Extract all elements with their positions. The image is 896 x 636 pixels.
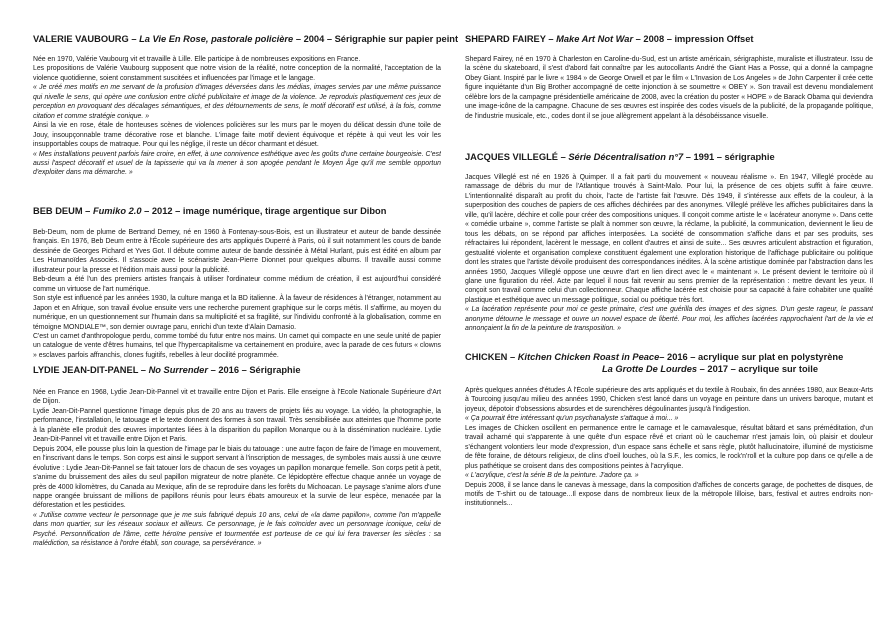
work-details: – 2004 – Sérigraphie sur papier peint	[293, 34, 459, 44]
heading-villegle: JACQUES VILLEGLÉ – Série Décentralisation n°7 – 1991 – sérigraphie	[465, 152, 775, 162]
paragraph: Après quelques années d'études À l'École supérieure des arts appliqués et du textile à Roubaix, fin des années 1980, aux Beaux-Arts à Tourcoing jusqu'au milieu des années 1990, Chicken s'est lancé dans un voyage en peinture dans un univers baroque, mutant et joyeux, dépotoir d'obsessions absurdes et de surenchères dégoulinantes jusqu'à l'indigestion.	[465, 387, 873, 413]
text-villegle	[465, 173, 873, 343]
work-title: Fumiko 2.0	[92, 206, 142, 216]
paragraph: Depuis 2008, il se lance dans le canevas à message, dans la composition d'affiches de concerts garage, de pochettes de disques, de motifs de T-shirt ou de tatouage...Il expose dans de nombreux lieux de la métropole lilloise, bars, festival et autres endroits non-institutionnels...	[465, 481, 873, 508]
work-details: – 2012 – image numérique, tirage argentique sur Dibon	[141, 206, 387, 216]
paragraph: Les images de Chicken oscillent en permanence entre le carnage et le carnavalesque, résultat bâtard et sans préméditation, d'un travail acharné qui s'apparente à une quête d'un espace rêvé et criant où le cauchemar n'est jamais loin, où plaisir et douleur s'échangent volontiers leur mode d'expression, d'un espace sans échelle et sans règle, plutôt hallucinatoire, illuminé de mysticisme de fête foraine, de détours religieux, de clins d'oeil louches, où la S.F., les comics, le rock'n'roll et la culture pop dans ce qu'elle a de plus pathétique se croisent dans des compositions peintes à l'acrylique.	[465, 424, 873, 470]
paragraph: C'est un carnet d'anthropologue perdu, comme tombé du futur entre nos mains. Un carnet qui compacte en une seule unité de papier un catalogue de vente d'êtres humains, tel que l'hypercapitalisme va certainement en produire, avec la parade de ces futurs « clowns » esclaves parfois affranchis, clones fugitifs, rebelles à leur docilité programmée.	[33, 332, 441, 359]
text-deum	[33, 228, 441, 361]
paragraph: Beb-Deum, nom de plume de Bertrand Demey, né en 1960 à Fontenay-sous-Bois, est un illustrateur et auteur de bande dessinée français. En 1976, Beb Deum entre à l'École supérieure des arts appliqués Duperré à Paris, où il suit notamment les cours de bande dessinée de Georges Pichard et Yves Got. Il débute comme auteur de bande dessinée à Métal Hurlant, puis est édité en album par Les Humanoïdes Associés. Il s'associe avec le scénariste Jean-Pierre Dionnet pour quelques albums. Il travaille aussi comme illustrateur pour la presse et l'édition mais aussi pour la publicité.	[33, 229, 441, 274]
work-details: – 2008 – impression Offset	[633, 34, 754, 44]
quote: « J'utilise comme vecteur le personnage que je me suis fabriqué depuis 10 ans, celui de «la dame papillon», comme l'on m'appelle dans mon quartier, sur les réseaux sociaux et ailleurs. Ce personnage, je le fais coïncider avec un personnage iconique, celui de Psyché. Personnification de l'âme, cette héroïne pensive et tourmentée est porteuse de ce qui lui fera traverser les siècles : sa malédiction, sa résistance à l'ordre établi, son courage, sa persévérance. »	[33, 511, 441, 548]
artist-name: JACQUES VILLEGLÉ	[465, 152, 558, 162]
paragraph: Ainsi la vie en rose, étale de honteuses scènes de violences policières sur les murs par le moyen du délicat dessin d'une toile de Jouy, insoupçonnable trame décorative rose et blanche. L'image faite motif devient équivoque et répète à qui veut les voir les insupportables coups de matraque. Pour qui les néglige, il reste un décor charmant et désuet.	[33, 122, 441, 149]
quote: « La lacération représente pour moi ce geste primaire, c'est une guérilla des images et des signes. D'un geste rageur, le passant anonyme détourne le message et ouvre un nouvel espace de liberté. Pour moi, les affiches lacérées rapprochaient l'art de la vie et annonçaient la fin de la peinture de transposition. »	[465, 306, 873, 333]
text-chicken	[465, 386, 873, 534]
paragraph: Depuis 2004, elle pousse plus loin la question de l'image par le biais du tatouage : une autre façon de faire de l'image en mouvement, en l'inscrivant dans le temps. Son corps est ainsi le support servant à l'inscription de messages, de symboles mais aussi à une œuvre évolutive : Lydie Jean-Dit-Pannel se fait tatouer lors de chacun de ses voyages un papillon monarque femelle. Son corps petit à petit, s'anime du bruissement des ailes du seul papillon migrateur de notre planète. Ce lépidoptère effectue chaque année un voyage de près de 4000 kilomètres, du Canada au Mexique, afin de se reproduire dans les forêts du Michoacan. Le paysage s'anime alors d'une nappe orangée bruissant de millions de papillons réunis pour leurs ébats amoureux et la survie de leur espèce, menacée par la déforestation et les pesticides.	[33, 445, 441, 510]
heading-chicken-1: CHICKEN – Kitchen Chicken Roast in Peace– 2016 – acrylique sur plat en polystyrène	[465, 352, 844, 362]
artist-name: LYDIE JEAN-DIT-PANEL	[33, 365, 139, 375]
text-jeandit	[33, 388, 441, 593]
work-title: Kitchen Chicken Roast in Peace	[517, 352, 660, 362]
artist-name: SHEPARD FAIREY	[465, 34, 546, 44]
heading-chicken-2	[465, 364, 818, 375]
paragraph: Les propositions de Valérie Vaubourg supposent que notre vision de la réalité, notre conception de la normalité, l'acceptation de la violence quotidienne, soient constamment suscitées et influencées par l'image et le langage.	[33, 65, 441, 82]
work-title: La Vie En Rose, pastorale policière	[139, 34, 294, 44]
work-title: No Surrender	[148, 365, 208, 375]
artist-name: VALERIE VAUBOURG	[33, 34, 129, 44]
work-title: La Grotte De Lourdes	[602, 364, 698, 374]
paragraph: Lydie Jean-Dit-Pannel questionne l'image depuis plus de 20 ans au travers de projets liés au voyage. La vidéo, la photographie, la performance, l'installation, le tatouage et le texte donnent des formes à son travail. Très sensibilisée aux atteintes que l'homme porte à la planète elle produit des œuvres importantes liées à la disparition du papillon Monarque ou à la dissémination nucléaire. Lydie Jean-Dit-Pannel vit et travaille entre Dijon et Paris.	[33, 407, 441, 444]
artist-name: BEB DEUM	[33, 206, 83, 216]
work-details: – 2017 – acrylique sur toile	[697, 364, 818, 374]
paragraph: Beb-deum a été l'un des premiers artistes français à utiliser l'ordinateur comme médium de création, il est aujourd'hui considéré comme un virtuose de l'art numérique.	[33, 276, 441, 293]
artist-name: CHICKEN	[465, 352, 508, 362]
heading-fairey: SHEPARD FAIREY – Make Art Not War – 2008 – impression Offset	[465, 34, 754, 44]
paragraph: Son style est influencé par les années 1930, la culture manga et la BD italienne. À la faveur de résidences à l'étranger, notamment au Japon et en Afrique, son travail évolue ensuite vers une recherche purement graphique sur le corps métis. Il s'affirme, au moyen du numérique, en un questionnement sur l'humain dans sa multiplicité et sa fragilité, sur l'individu confronté à la globalisation, comme en témoigne MONDIALE™, son dernier ouvrage paru, enrichi d'un texte d'Alain Damasio.	[33, 295, 441, 331]
work-details: – 2016 – Sérigraphie	[207, 365, 301, 375]
work-title: Série Décentralisation n°7	[568, 152, 684, 162]
work-title: Make Art Not War	[556, 34, 634, 44]
quote: « L'acrylique, c'est la série B de la peinture. J'adore ça. »	[465, 472, 639, 480]
work-details: – 2016 – acrylique sur plat en polystyrène	[659, 352, 844, 362]
paragraph: Née en 1970, Valérie Vaubourg vit et travaille à Lille. Elle participe à de nombreuses expositions en France.	[33, 56, 361, 63]
quote: « Mes installations peuvent parfois faire croire, en effet, à une connivence esthétique avec les goûts d'une certaine bourgeoisie. C'est aussi l'aspect décoratif et usuel de la tapisserie qui va la mener à son apogée pendant le Moyen Âge qu'il me semble opportun d'exploiter dans ma démarche. »	[33, 150, 441, 177]
heading-jeandit: LYDIE JEAN-DIT-PANEL – No Surrender – 2016 – Sérigraphie	[33, 365, 301, 375]
heading-vaubourg: VALERIE VAUBOURG – La Vie En Rose, pastorale policière – 2004 – Sérigraphie sur papier peint	[33, 34, 459, 44]
heading-deum: BEB DEUM – Fumiko 2.0 – 2012 – image numérique, tirage argentique sur Dibon	[33, 206, 387, 216]
quote: « Ça pourrait être intéressant qu'un psychanalyste s'attaque à moi... »	[465, 415, 679, 423]
text-fairey	[465, 55, 873, 141]
paragraph: Jacques Villeglé est né en 1926 à Quimper. Il a fait parti du mouvement « nouveau réalisme ». En 1947, Villeglé procède au ramassage de débris du mur de l'Atlantique trouvés à Saint-Malo. Pour lui, la présence de ces objets suffit à faire œuvre. L'intentionnalité disparaît au profit du choix, l'acte de l'artiste fait l'œuvre. Dès 1949, il s'intéresse aux effets de la couleur, à la superposition des couches de papiers de ces affiches déchirées par des anonymes. Villeglé prélève les affiches publicitaires dans la ville, qu'il lacère, déchire et colle pour créer des compositions uniques. Il conçoit comme artiste le « lacérateur anonyme ». Dans cette « comédie urbaine », comme l'artiste se plaît à nommer son œuvre, la réclame, la publicité, la communication, deviennent le lieu de tous les débats, on se répond par affiches interposées. La société de consommation s'affiche dans et par ses produits, ses réfractaires lui répondent, lacèrent le message, en collent d'autres et ainsi de suite... Ses œuvres articulent abstraction et figuration, gestualité violente et organisation complexe constituent également une exploration historique de l'affichage publicitaire ou politique dont les strates que l'artiste dévoile produisent des correspondances inédites. À la scène artistique dominée par l'abstraction dans les années 1950, Jacques Villeglé oppose une œuvre d'art en lien direct avec le « maintenant ». Le présent devient le territoire où il glane une figuration du réel. Acte par lequel il nous fait revenir au sens premier de la représentation : mettre devant les yeux. Il conçoit son travail comme celui d'un collectionneur. Chaque affiche lacérée est choisie pour sa capacité à faire cohabiter une qualité plastique et esthétique avec un message politique, social ou poétique très fort.	[465, 174, 873, 304]
text-vaubourg	[33, 55, 441, 197]
paragraph: Née en France en 1968, Lydie Jean-Dit-Pannel vit et travaille entre Dijon et Paris. Elle enseigne à l'Ecole Nationale Supérieure d'Art de Dijon.	[33, 389, 441, 406]
paragraph: Shepard Fairey, né en 1970 à Charleston en Caroline-du-Sud, est un artiste américain, sérigraphiste, muraliste et illustrateur. Issu de la scène du skateboard, il s'est d'abord fait connaître par les autocollants André the Giant Has a Posse, qui a donné la campagne Obey Giant. Inspiré par le livre « 1984 » de George Orwell et par le film « L'Invasion de Los Angeles » de John Carpenter il crée cette figure inquiétante d'un Big Brother accompagné de cette injonction à se soumettre « OBEY ». Son travail est devenu mondialement célèbre lors de la campagne présidentielle américaine de 2008, avec la création du poster « HOPE » de Barack Obama qui deviendra une image-icône de la campagne. Chacune de ses œuvres est inspirée des codes visuels de la publicité, de la propagande politique, de l'industrie musicale, etc., codes dont il se joue allègrement appelant à la désobéissance visuelle.	[465, 56, 873, 120]
work-details: – 1991 – sérigraphie	[683, 152, 775, 162]
quote: « Je créé mes motifs en me servant de la profusion d'images déversées dans les médias, images servies par une même puissance qui nivelle le sens, qui opère une confusion entre cliché publicitaire et image de la violence. Je reproduis plastiquement ces jeux de perception en provoquant des décalages sémantiques, et des détournements de sens, le motif décoratif est utilisé, à la fois, comme citation et comme stratégie conique. »	[33, 84, 441, 120]
